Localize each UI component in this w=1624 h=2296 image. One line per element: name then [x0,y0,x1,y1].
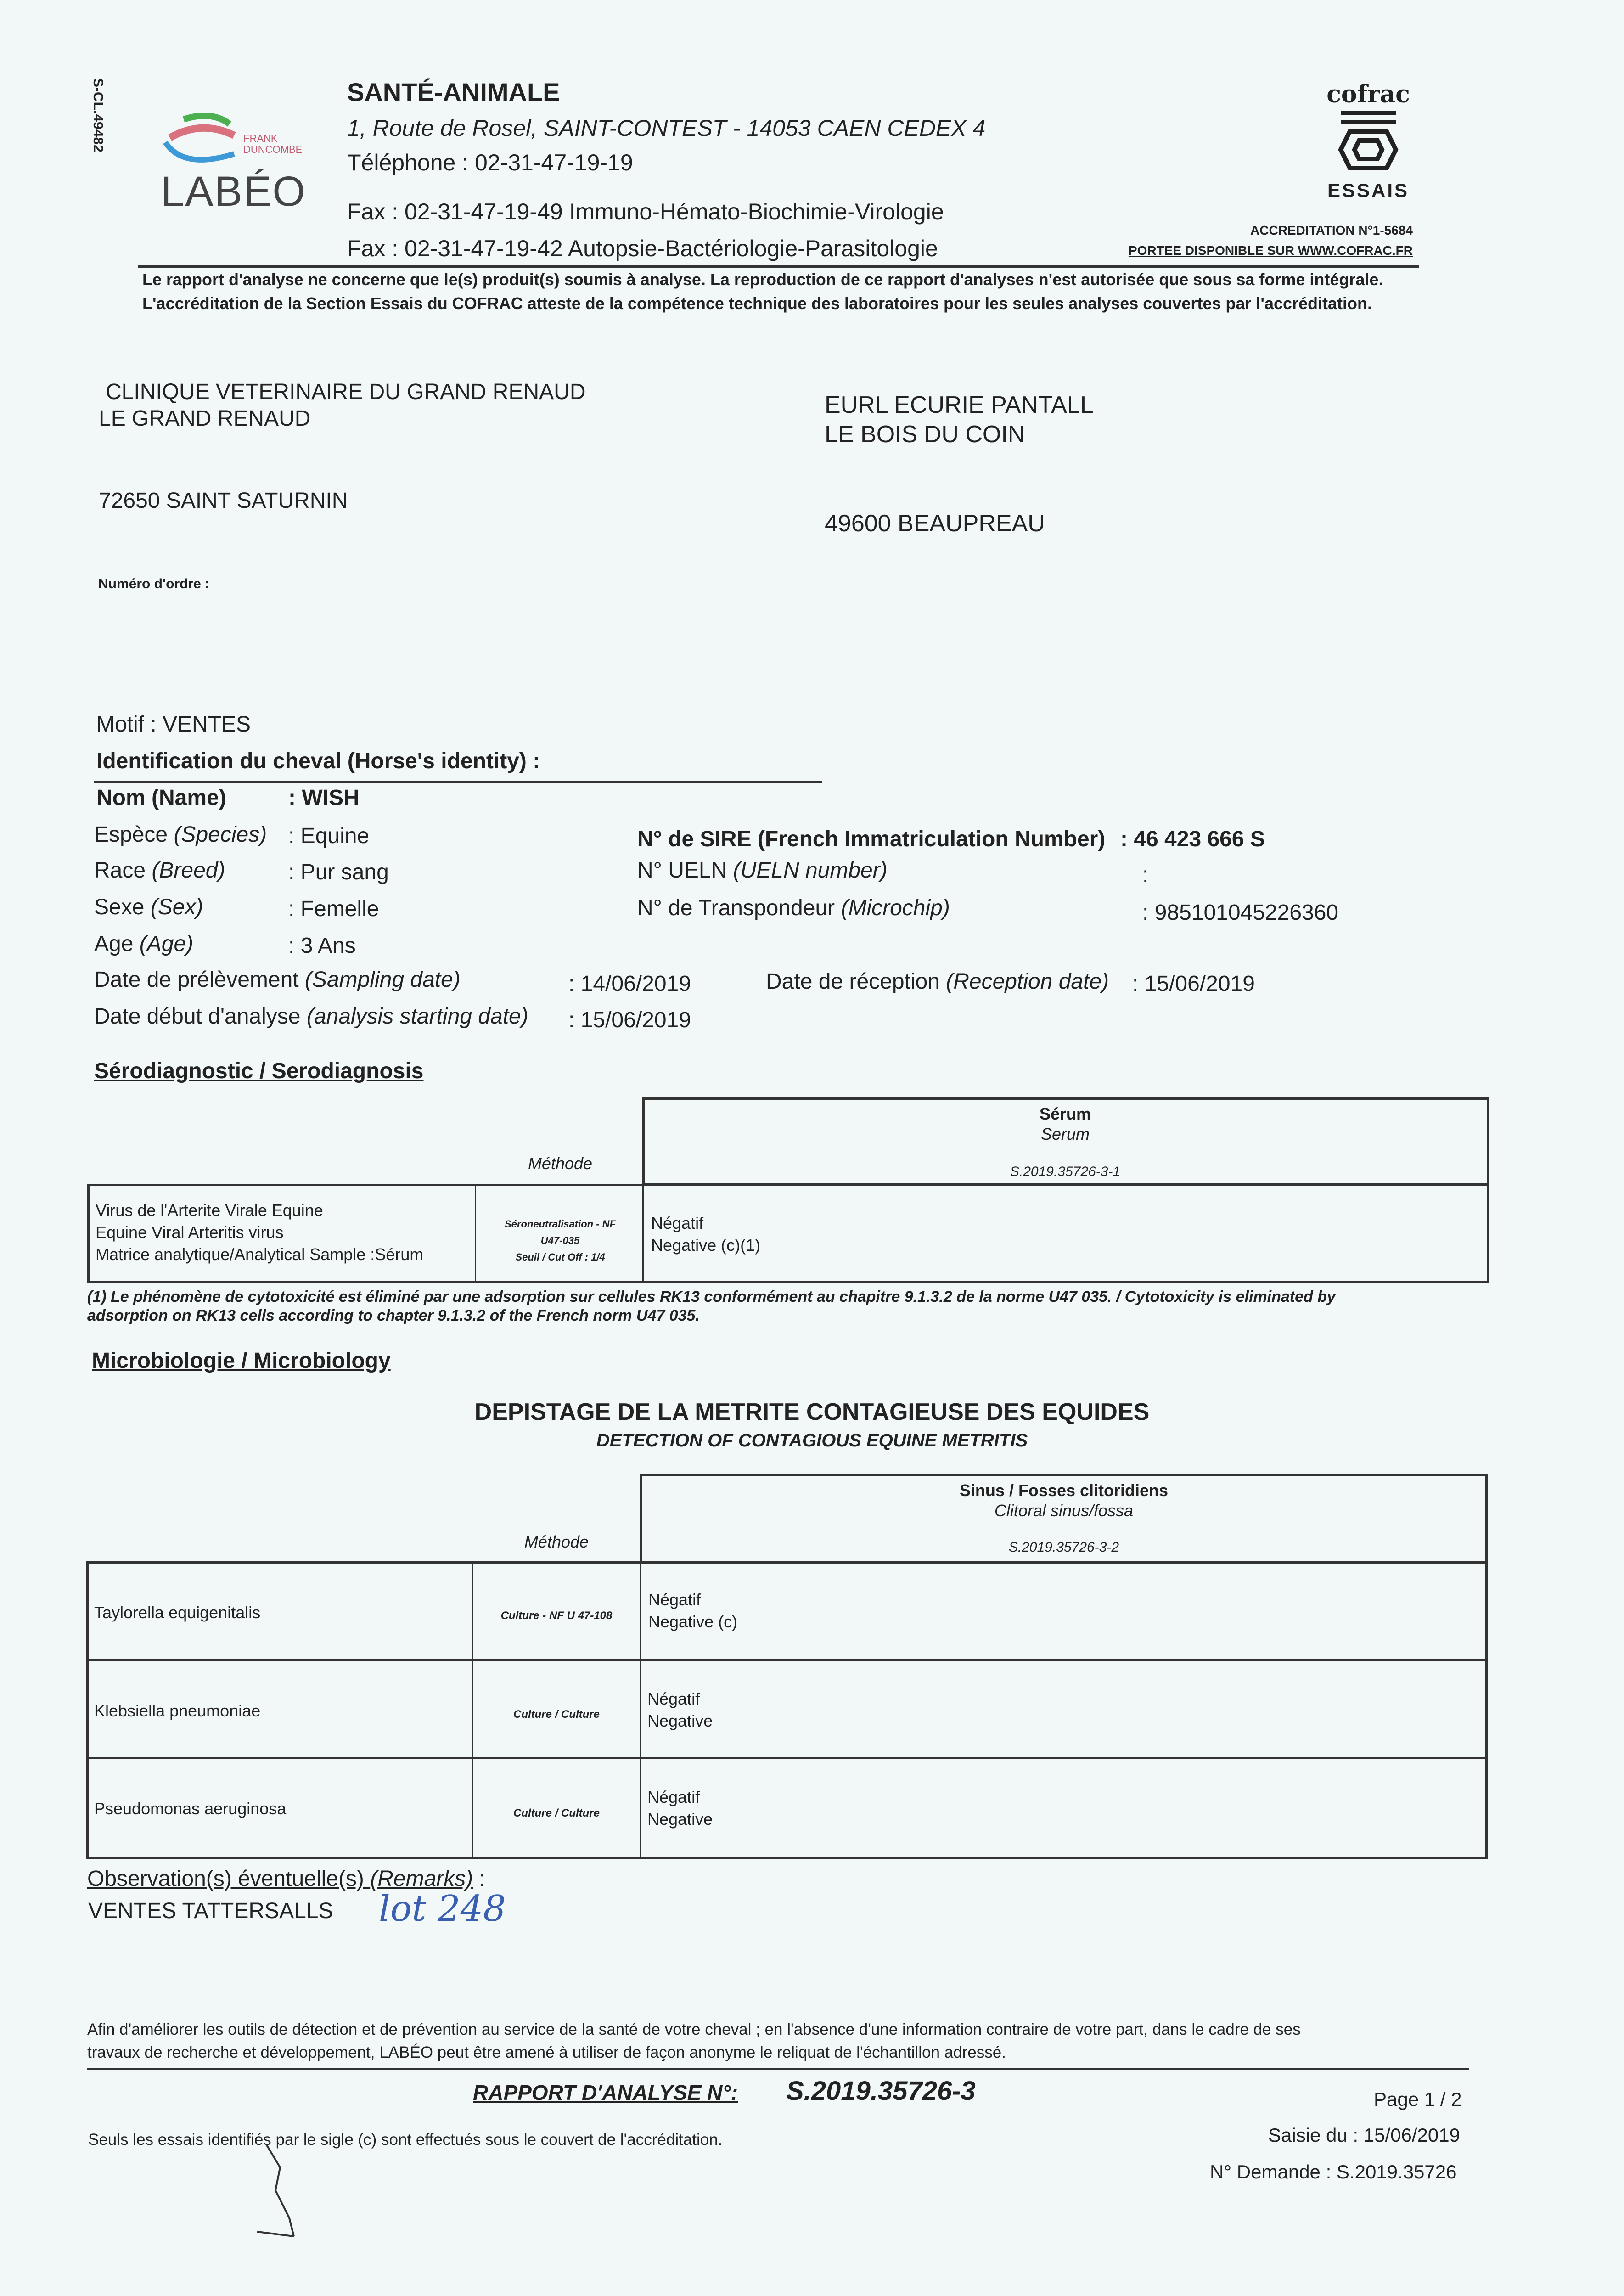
sender-line-1: CLINIQUE VETERINAIRE DU GRAND RENAUD [106,380,586,404]
recipient-line-1: EURL ECURIE PANTALL [825,392,1094,418]
sex-label [94,895,203,920]
ueln-label [637,858,888,883]
sex-label-en: (Sex) [150,895,203,919]
recipient-line-2: LE BOIS DU COIN [825,421,1025,448]
identity-heading: Identification du cheval (Horse's identity) : [96,749,540,773]
sample-id: S.2019.35726-3-1 [1010,1164,1121,1179]
result-cell [651,1212,760,1256]
method-cell [478,1216,643,1266]
ueln-label-en: (UELN number) [733,858,888,883]
lab-fax-2: Fax : 02-31-47-19-42 Autopsie-Bactériologie-Parasitologie [347,236,938,261]
cem-subtitle: DETECTION OF CONTAGIOUS EQUINE METRITIS [596,1430,1028,1451]
accreditation-number: ACCREDITATION N°1-5684 [1250,223,1413,237]
result-line: Négatif [647,1689,700,1708]
analyte-cell: Pseudomonas aeruginosa [94,1799,287,1818]
start-date-label [94,1004,528,1029]
result-line: Négatif [648,1590,701,1609]
cofrac-logo [1322,80,1414,214]
sire-value: : 46 423 666 S [1120,827,1265,851]
side-code: S-CL.49482 [90,78,106,152]
disclaimer-line-2: L'accréditation de la Section Essais du COFRAC atteste de la compétence technique des laboratoires pour les seules analyses couvertes par l'accréditation. [142,294,1372,313]
lab-phone: Téléphone : 02-31-47-19-19 [347,150,633,175]
result-cell [647,1688,713,1732]
cofrac-brand: cofrac [1326,80,1410,108]
col-divider [640,1561,641,1859]
row-divider [86,1659,1488,1661]
logo-swoosh-icon [156,110,248,170]
remarks-heading [87,1866,485,1891]
sampling-date-value: : 14/06/2019 [568,972,691,996]
method-line: Seuil / Cut Off : 1/4 [515,1251,605,1263]
species-label-fr: Espèce [94,822,174,847]
sample-id: S.2019.35726-3-2 [1008,1540,1119,1555]
microbiology-heading: Microbiologie / Microbiology [92,1349,391,1373]
sire-label: N° de SIRE (French Immatriculation Number) [637,827,1106,851]
breed-label-fr: Race [94,858,152,883]
sampling-date-label [94,967,461,992]
result-line: Negative [647,1711,713,1730]
sample-header-en: Clitoral sinus/fossa [994,1501,1134,1520]
accreditation-note: Seuls les essais identifiés par le sigle (c) sont effectués sous le couvert de l'accréditation. [88,2131,723,2149]
motif: Motif : VENTES [96,712,251,737]
sample-header-en: Serum [1040,1125,1090,1143]
analyte-line: Equine Viral Arteritis virus [96,1223,284,1242]
start-date-value: : 15/06/2019 [568,1008,691,1032]
sex-value: : Femelle [288,897,379,921]
reception-label-en: (Reception date) [946,969,1109,994]
breed-label-en: (Breed) [152,858,225,883]
analyte-line: Virus de l'Arterite Virale Equine [96,1201,323,1220]
footnote-line-1: (1) Le phénomène de cytotoxicité est éliminé par une adsorption sur cellules RK13 conformément au chapitre 9.1.3.2 de la norme U47 035. / Cytotoxicity is eliminated by [87,1288,1336,1306]
result-cell [647,1786,713,1830]
result-line: Negative (c) [648,1612,738,1631]
sampling-label-en: (Sampling date) [304,968,461,992]
pen-mark-icon [248,2140,303,2241]
request-number: N° Demande : S.2019.35726 [1210,2161,1457,2183]
breed-value: : Pur sang [288,860,389,884]
sample-header: Sinus / Fosses clitoridiens [959,1481,1169,1500]
microbiology-table [86,1561,1488,1859]
analyte-cell [96,1199,423,1266]
ueln-label-fr: N° UELN [637,858,733,883]
sender-line-2: LE GRAND RENAUD [99,406,311,431]
sender-city: 72650 SAINT SATURNIN [99,489,348,513]
header-divider [138,265,1419,268]
ueln-value: : [1142,863,1149,887]
recipient-city: 49600 BEAUPREAU [825,510,1045,537]
order-number-label: Numéro d'ordre : [98,576,210,591]
remarks-text: VENTES TATTERSALLS [88,1899,333,1923]
report-label: RAPPORT D'ANALYSE N°: [473,2081,738,2105]
species-label-en: (Species) [174,822,267,847]
start-label-en: (analysis starting date) [306,1004,528,1029]
analyte-cell: Taylorella equigenitalis [94,1603,261,1622]
age-label-en: (Age) [139,932,194,956]
cofrac-label: ESSAIS [1327,180,1410,201]
chip-label-fr: N° de Transpondeur [637,896,841,920]
report-number: S.2019.35726-3 [786,2076,976,2106]
age-value: : 3 Ans [288,934,356,958]
lab-address: 1, Route de Rosel, SAINT-CONTEST - 14053 CAEN CEDEX 4 [347,115,986,141]
result-cell [648,1589,737,1633]
age-label-fr: Age [94,932,140,956]
identity-underline [94,781,822,783]
page-number: Page 1 / 2 [1374,2088,1462,2110]
sample-header: Sérum [1039,1104,1091,1123]
reception-date-label [766,969,1109,994]
lab-fax-1: Fax : 02-31-47-19-49 Immuno-Hémato-Biochimie-Virologie [347,199,944,225]
chip-value: : 985101045226360 [1142,900,1339,925]
logo-sub: FRANK DUNCOMBE [243,133,303,155]
species-label [94,822,267,847]
name-value: : WISH [288,786,360,810]
cofrac-emblem-icon [1336,108,1400,177]
reception-date-value: : 15/06/2019 [1132,972,1255,996]
footer-divider [87,2068,1469,2070]
start-label-fr: Date début d'analyse [94,1004,307,1029]
remarks-heading-en: (Remarks) [370,1867,473,1891]
method-line: U47-035 [540,1235,580,1246]
remarks-heading-fr: Observation(s) éventuelle(s) [87,1867,371,1891]
handwritten-lot: lot 248 [379,1888,506,1930]
chip-label-en: (Microchip) [841,896,950,920]
col-divider [475,1184,476,1283]
result-line: Negative (c)(1) [651,1236,761,1255]
result-line: Négatif [647,1788,700,1806]
method-header: Méthode [528,1154,593,1173]
footnote-line-2: adsorption on RK13 cells according to chapter 9.1.3.2 of the French norm U47 035. [87,1307,700,1324]
sex-label-fr: Sexe [94,895,151,919]
research-note-line-2: travaux de recherche et développement, LABÉO peut être amené à utiliser de façon anonyme le reliquat de l'échantillon adressé. [87,2043,1006,2061]
reception-label-fr: Date de réception [766,969,946,994]
row-divider [86,1757,1488,1759]
method-cell: Culture / Culture [513,1708,600,1721]
result-line: Négatif [651,1214,704,1232]
species-value: : Equine [288,824,370,848]
sampling-label-fr: Date de prélèvement [94,968,305,992]
serodiagnosis-heading: Sérodiagnostic / Serodiagnosis [94,1059,424,1083]
analyte-line: Matrice analytique/Analytical Sample :Sérum [96,1245,424,1264]
age-label [94,931,193,957]
name-label: Nom (Name) [96,786,226,810]
method-cell: Culture - NF U 47-108 [500,1609,613,1622]
breed-label [94,858,225,883]
research-note-line-1: Afin d'améliorer les outils de détection et de prévention au service de la santé de votre cheval ; en l'absence d'une information contraire de votre part, dans le cadre de ses [87,2020,1301,2038]
cem-title: DEPISTAGE DE LA METRITE CONTAGIEUSE DES EQUIDES [474,1399,1150,1425]
method-cell: Culture / Culture [513,1807,600,1819]
lab-title: SANTÉ-ANIMALE [347,78,560,107]
method-line: Séroneutralisation - NF [504,1218,616,1230]
labeo-logo [152,110,326,216]
analyte-cell: Klebsiella pneumoniae [94,1701,261,1720]
remarks-colon: : [473,1867,485,1891]
method-header: Méthode [524,1532,589,1551]
logo-name: LABÉO [161,168,306,215]
disclaimer-line-1: Le rapport d'analyse ne concerne que le(s) produit(s) soumis à analyse. La reproduction de ce rapport d'analyses n'est autorisée que sous sa forme intégrale. [142,270,1383,289]
entry-date: Saisie du : 15/06/2019 [1268,2124,1460,2146]
cofrac-scope-link[interactable]: PORTEE DISPONIBLE SUR WWW.COFRAC.FR [1128,243,1413,258]
result-line: Negative [647,1810,713,1829]
chip-label [637,895,950,921]
